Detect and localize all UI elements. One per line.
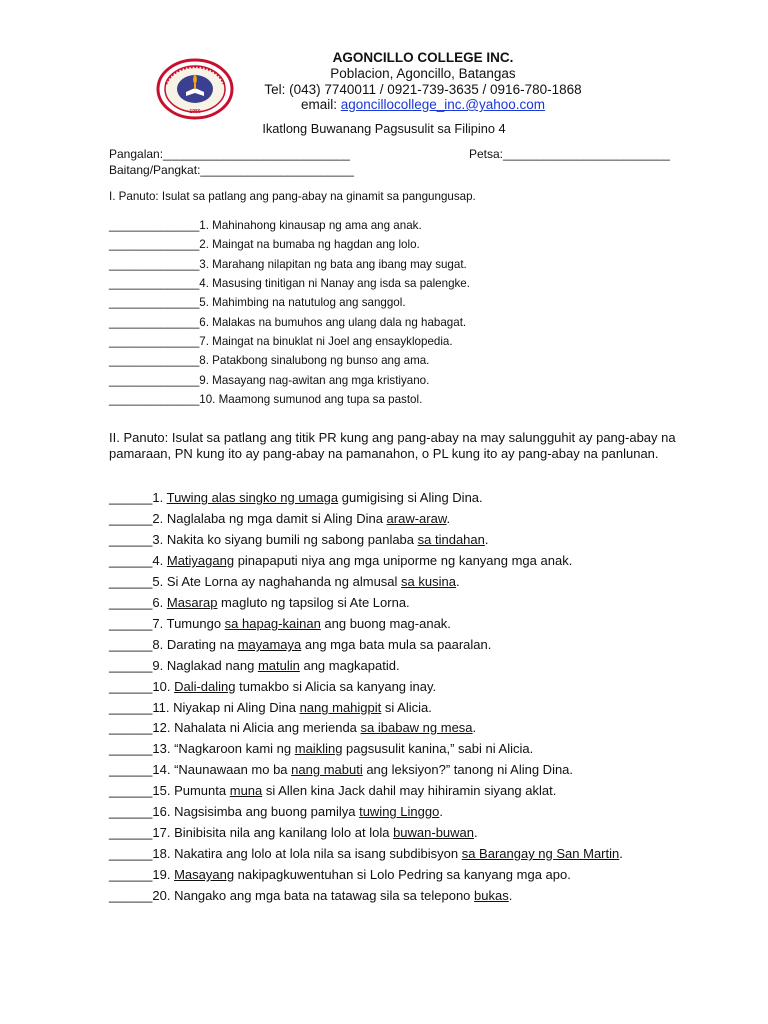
sentence-end: . [619, 846, 623, 861]
item-number: 2. [199, 238, 209, 251]
item-sentence: Maamong sumunod ang tupa sa pastol. [215, 393, 423, 406]
part2-item [109, 553, 572, 568]
item-number: 6. [152, 595, 167, 610]
answer-blank[interactable]: ______ [109, 532, 153, 547]
answer-blank[interactable]: ______________ [109, 258, 200, 271]
sentence-start: Tumungo [166, 616, 225, 631]
sentence-start: Nakatira ang lolo at lola nila sa isang subdibisyon [174, 846, 462, 861]
sentence-end: si Alicia. [381, 700, 432, 715]
part2-item [109, 825, 478, 840]
sentence-end: . [508, 888, 513, 903]
sentence-end: . [446, 511, 451, 526]
part2-item [109, 888, 512, 903]
underlined-adverb: sa Barangay ng San Martin [461, 846, 620, 861]
sentence-start: Darating na [166, 637, 238, 652]
sentence-start: Nangako ang mga bata na tatawag sila sa telepono [174, 888, 475, 903]
sentence-end: ang leksiyon?” tanong ni Aling Dina. [362, 762, 574, 777]
sentence-end: . [439, 804, 443, 819]
part1-item [109, 219, 422, 232]
item-number: 8. [199, 354, 209, 367]
answer-blank[interactable]: ______________ [109, 238, 200, 251]
item-number: 10. [199, 393, 216, 406]
answer-blank[interactable]: ______ [109, 637, 153, 652]
underlined-adverb: matulin [257, 658, 300, 673]
part1-item [109, 354, 429, 367]
answer-blank[interactable]: ______ [109, 720, 153, 735]
item-number: 1. [152, 490, 167, 505]
underlined-adverb: Matiyagang [166, 553, 235, 568]
part2-item [109, 804, 443, 819]
answer-blank[interactable]: ______ [109, 574, 153, 589]
part1-item [109, 335, 453, 348]
answer-blank[interactable]: ______ [109, 553, 153, 568]
answer-blank[interactable]: ______________ [109, 374, 200, 387]
answer-blank[interactable]: ______ [109, 700, 153, 715]
answer-blank[interactable]: ______________ [109, 296, 200, 309]
item-number: 1. [199, 219, 209, 232]
email-label: email: [300, 97, 341, 112]
school-telephone: Tel: (043) 7740011 / 0921-739-3635 / 0916-780-1868 [264, 81, 582, 97]
item-number: 13. [152, 741, 175, 756]
underlined-adverb: mayamaya [237, 637, 302, 652]
item-number: 6. [199, 316, 209, 329]
item-sentence: Marahang nilapitan ng bata ang ibang may sugat. [208, 258, 467, 271]
sentence-end: ang mga bata mula sa paaralan. [301, 637, 492, 652]
item-sentence: Patakbong sinalubong ng bunso ang ama. [208, 354, 430, 367]
sentence-end: nakipagkuwentuhan si Lolo Pedring sa kanyang mga apo. [234, 867, 571, 882]
item-number: 18. [152, 846, 175, 861]
sentence-start: Nahalata ni Alicia ang merienda [174, 720, 361, 735]
sentence-end: si Allen kina Jack dahil may hihiramin siyang aklat. [262, 783, 557, 798]
sentence-end: . [484, 532, 489, 547]
item-number: 7. [152, 616, 167, 631]
underlined-adverb: nang mahigpit [299, 700, 382, 715]
underlined-adverb: nang mabuti [291, 762, 363, 777]
sentence-start: Pumunta [174, 783, 230, 798]
part2-item [109, 867, 571, 882]
answer-blank[interactable]: ______________ [109, 219, 200, 232]
answer-blank[interactable]: ______ [109, 825, 153, 840]
underlined-adverb: sa kusina [401, 574, 456, 589]
underlined-adverb: sa tindahan [417, 532, 485, 547]
answer-blank[interactable]: ______ [109, 888, 153, 903]
item-number: 5. [152, 574, 167, 589]
sentence-end: . [455, 574, 460, 589]
item-number: 5. [199, 296, 209, 309]
answer-blank[interactable]: ______ [109, 679, 153, 694]
item-number: 12. [152, 720, 175, 735]
sentence-end: tumakbo si Alicia sa kanyang inay. [235, 679, 437, 694]
item-number: 20. [152, 888, 175, 903]
sentence-start: Si Ate Lorna ay naghahanda ng almusal [166, 574, 402, 589]
item-number: 9. [152, 658, 167, 673]
item-sentence: Masusing tinitigan ni Nanay ang isda sa palengke. [208, 277, 470, 290]
school-logo [156, 58, 234, 120]
answer-blank[interactable]: ______ [109, 595, 153, 610]
baitang-pangkat-field[interactable]: Baitang/Pangkat:_______________________ [109, 163, 354, 177]
part2-item [109, 700, 432, 715]
item-sentence: Mahimbing na natutulog ang sanggol. [208, 296, 406, 309]
sentence-start: “Nagkaroon kami ng [174, 741, 295, 756]
item-number: 19. [152, 867, 175, 882]
answer-blank[interactable]: ______ [109, 804, 153, 819]
item-number: 14. [152, 762, 175, 777]
sentence-start: Nagsisimba ang buong pamilya [174, 804, 360, 819]
sentence-start: Naglakad nang [166, 658, 258, 673]
school-address: Poblacion, Agoncillo, Batangas [330, 66, 516, 81]
part2-item [109, 532, 489, 547]
item-number: 2. [152, 511, 167, 526]
item-number: 16. [152, 804, 175, 819]
school-email [234, 97, 612, 113]
item-sentence: Maingat na binuklat ni Joel ang ensayklopedia. [208, 335, 453, 348]
item-number: 10. [152, 679, 175, 694]
part1-item [109, 316, 466, 329]
answer-blank[interactable]: ______________ [109, 316, 200, 329]
underlined-adverb: tuwing Linggo [359, 804, 440, 819]
item-number: 3. [152, 532, 167, 547]
answer-blank[interactable]: ______ [109, 490, 153, 505]
part1-item [109, 296, 406, 309]
underlined-adverb: sa ibabaw ng mesa [360, 720, 473, 735]
underlined-adverb: sa hapag-kainan [224, 616, 321, 631]
answer-blank[interactable]: ______ [109, 741, 153, 756]
part2-item [109, 658, 400, 673]
answer-blank[interactable]: ______________ [109, 393, 200, 406]
part2-item [109, 679, 436, 694]
answer-blank[interactable]: ______ [109, 846, 153, 861]
item-number: 7. [199, 335, 209, 348]
part2-item [109, 574, 460, 589]
item-number: 17. [152, 825, 175, 840]
part2-item [109, 490, 483, 505]
underlined-adverb: Dali-daling [174, 679, 236, 694]
answer-blank[interactable]: ______ [109, 783, 153, 798]
svg-text:1980: 1980 [189, 109, 201, 115]
underlined-adverb: Masarap [166, 595, 218, 610]
part1-item [109, 258, 467, 271]
sentence-end: pagsusulit kanina,” sabi ni Alicia. [342, 741, 534, 756]
sentence-start: Nakita ko siyang bumili ng sabong panlaba [166, 532, 418, 547]
item-number: 15. [152, 783, 175, 798]
school-header [234, 50, 612, 113]
part2-item [109, 637, 491, 652]
sentence-end: . [474, 825, 478, 840]
answer-blank[interactable]: ______ [109, 658, 153, 673]
underlined-adverb: araw-araw [386, 511, 447, 526]
answer-blank[interactable]: ______________ [109, 354, 200, 367]
email-link[interactable]: agoncillocollege_inc.@yahoo.com [340, 97, 546, 112]
sentence-start: Binibisita nila ang kanilang lolo at lola [174, 825, 394, 840]
underlined-adverb: Masayang [174, 867, 235, 882]
part1-item [109, 238, 420, 251]
underlined-adverb: maikling [294, 741, 343, 756]
sentence-start: Naglalaba ng mga damit si Aling Dina [166, 511, 387, 526]
part2-item [109, 762, 573, 777]
sentence-end: magluto ng tapsilog si Ate Lorna. [217, 595, 410, 610]
sentence-end: gumigising si Aling Dina. [338, 490, 483, 505]
part2-item [109, 783, 556, 798]
item-number: 4. [152, 553, 167, 568]
answer-blank[interactable]: ______ [109, 867, 153, 882]
part2-item [109, 616, 451, 631]
part2-instruction: II. Panuto: Isulat sa patlang ang titik PR kung ang pang-abay na may salungguhit ay pang-abay na pamaraan, PN kung ito ay pang-abay na pamanahon, o PL kung ito ay pang-abay na panlunan. [109, 430, 676, 461]
item-sentence: Masayang nag-awitan ang mga kristiyano. [208, 374, 430, 387]
item-number: 11. [152, 700, 174, 715]
item-number: 8. [152, 637, 167, 652]
petsa-field[interactable]: Petsa:_________________________ [469, 147, 670, 161]
sentence-end: pinapaputi niya ang mga uniporme ng kanyang mga anak. [234, 553, 573, 568]
school-name: AGONCILLO COLLEGE INC. [332, 50, 514, 65]
answer-blank[interactable]: ______ [109, 762, 153, 777]
sentence-end: ang magkapatid. [299, 658, 400, 673]
sentence-end: ang buong mag-anak. [320, 616, 451, 631]
sentence-end: . [472, 720, 477, 735]
part1-item [109, 374, 429, 387]
item-sentence: Malakas na bumuhos ang ulang dala ng habagat. [208, 316, 467, 329]
part1-item [109, 277, 470, 290]
underlined-adverb: buwan-buwan [393, 825, 475, 840]
item-sentence: Maingat na bumaba ng hagdan ang lolo. [208, 238, 420, 251]
sentence-start: Niyakap ni Aling Dina [173, 700, 300, 715]
item-number: 4. [199, 277, 209, 290]
underlined-adverb: bukas [474, 888, 509, 903]
part2-item [109, 720, 476, 735]
underlined-adverb: muna [229, 783, 263, 798]
item-number: 3. [199, 258, 209, 271]
item-number: 9. [199, 374, 209, 387]
part1-item [109, 393, 422, 406]
answer-blank[interactable]: ______ [109, 511, 153, 526]
part2-item [109, 741, 533, 756]
answer-blank[interactable]: ______________ [109, 277, 200, 290]
underlined-adverb: Tuwing alas singko ng umaga [166, 490, 339, 505]
answer-blank[interactable]: ______ [109, 616, 153, 631]
part1-instruction: I. Panuto: Isulat sa patlang ang pang-abay na ginamit sa pangungusap. [109, 190, 476, 203]
part2-item [109, 846, 623, 861]
part2-item [109, 511, 450, 526]
answer-blank[interactable]: ______________ [109, 335, 200, 348]
item-sentence: Mahinahong kinausap ng ama ang anak. [208, 219, 422, 232]
pangalan-field[interactable]: Pangalan:____________________________ [109, 147, 350, 161]
sentence-start: “Naunawaan mo ba [174, 762, 292, 777]
exam-title: Ikatlong Buwanang Pagsusulit sa Filipino 4 [262, 121, 506, 136]
part2-item [109, 595, 410, 610]
